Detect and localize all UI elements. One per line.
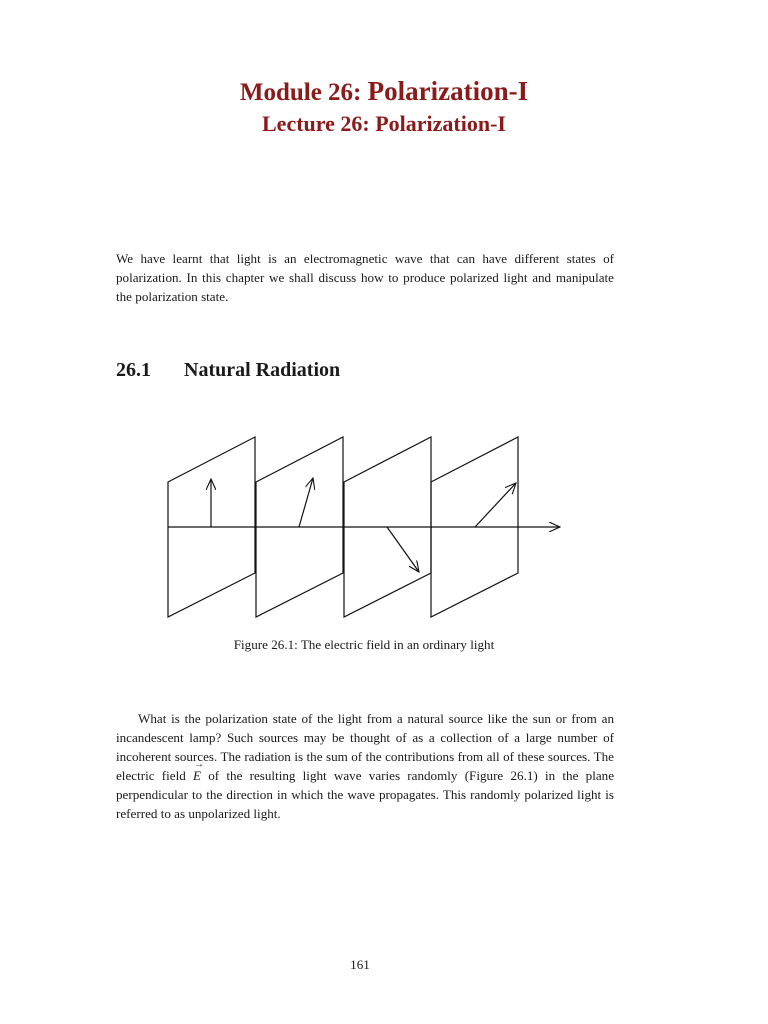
body-text-part2: of the resulting light wave varies randomly (Figure 26.1) in the plane perpendicular to the direction in which the wave propagates. This randomly polarized light is referred to as unpolarized light.: [116, 768, 615, 821]
field-vector-3: [387, 527, 419, 572]
field-vector-2: [299, 478, 313, 527]
module-prefix: Module 26:: [239, 79, 368, 106]
lecture-title: Lecture 26: Polarization-I: [262, 111, 506, 136]
electric-field-symbol: → E: [193, 766, 201, 785]
figure-caption: Figure 26.1: The electric field in an ordinary light: [233, 637, 495, 652]
page-number: 161: [350, 957, 370, 972]
body-text-part1: What is the polarization state of the light from a natural source like the sun or from an incandescent lamp? Such sources may be thought of as a collection of a large number of incoherent sources. The radiation is the sum of the contributions from all of these sources. The electric field: [116, 711, 614, 783]
section-heading: [116, 359, 340, 382]
section-title: Natural Radiation: [184, 359, 341, 381]
section-number: 26.1: [116, 359, 151, 381]
module-name: Polarization-I: [367, 76, 529, 106]
body-paragraph: [116, 709, 614, 823]
polarization-figure: [150, 425, 570, 625]
module-title: [0, 76, 768, 107]
intro-paragraph: We have learnt that light is an electromagnetic wave that can have different states of polarization. In this chapter we shall discuss how to produce polarized light and manipulate the polarization state.: [116, 251, 614, 304]
field-vector-4: [475, 483, 516, 527]
